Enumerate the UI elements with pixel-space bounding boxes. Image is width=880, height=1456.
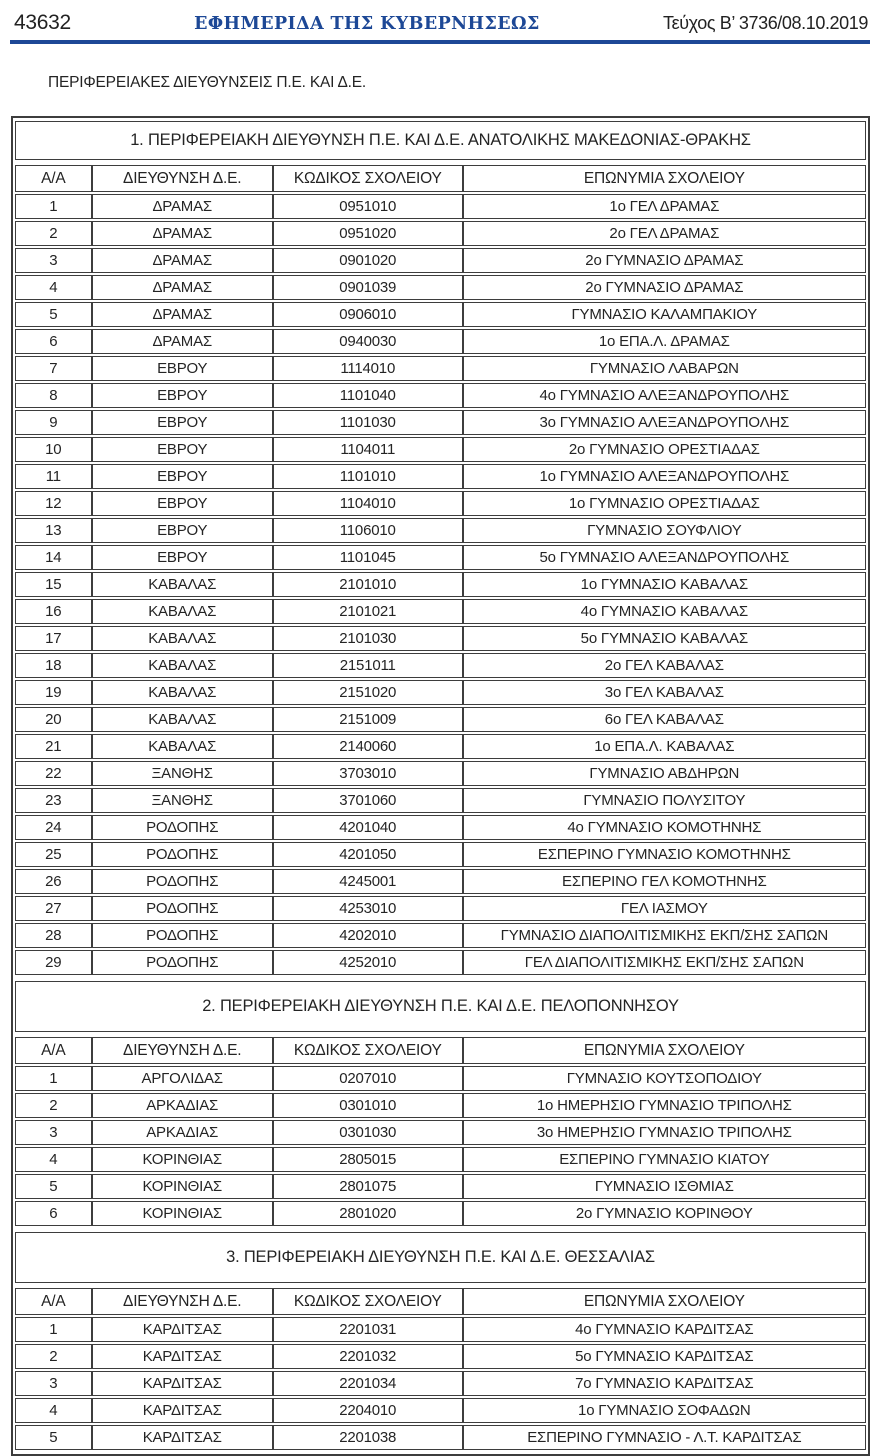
table-row <box>15 491 866 516</box>
table-row <box>15 707 866 732</box>
cell-code: 3701060 <box>273 788 463 813</box>
section-title: 2. ΠΕΡΙΦΕΡΕΙΑΚΗ ΔΙΕΥΘΥΝΣΗ Π.Ε. ΚΑΙ Δ.Ε. ΠΕΛΟΠΟΝΝΗΣΟΥ <box>15 981 866 1032</box>
column-header-code: ΚΩΔΙΚΟΣ ΣΧΟΛΕΙΟΥ <box>273 1037 463 1064</box>
cell-code: 0951020 <box>273 221 463 246</box>
cell-direction: ΕΒΡΟΥ <box>92 518 273 543</box>
section-title: 3. ΠΕΡΙΦΕΡΕΙΑΚΗ ΔΙΕΥΘΥΝΣΗ Π.Ε. ΚΑΙ Δ.Ε. ΘΕΣΣΑΛΙΑΣ <box>15 1232 866 1283</box>
table-row <box>15 437 866 462</box>
cell-direction: ΑΡΚΑΔΙΑΣ <box>92 1093 273 1118</box>
table-row <box>15 815 866 840</box>
cell-code: 1101045 <box>273 545 463 570</box>
cell-aa: 5 <box>15 1174 92 1199</box>
cell-aa: 1 <box>15 1317 92 1342</box>
cell-code: 2140060 <box>273 734 463 759</box>
cell-aa: 7 <box>15 356 92 381</box>
cell-direction: ΚΑΒΑΛΑΣ <box>92 680 273 705</box>
cell-name: ΓΥΜΝΑΣΙΟ ΔΙΑΠΟΛΙΤΙΣΜΙΚΗΣ ΕΚΠ/ΣΗΣ ΣΑΠΩΝ <box>463 923 866 948</box>
school-table <box>15 163 866 977</box>
cell-name: 2ο ΓΥΜΝΑΣΙΟ ΚΟΡΙΝΘΟΥ <box>463 1201 866 1226</box>
cell-aa: 2 <box>15 1344 92 1369</box>
cell-code: 4201050 <box>273 842 463 867</box>
table-row <box>15 734 866 759</box>
cell-direction: ΚΑΡΔΙΤΣΑΣ <box>92 1317 273 1342</box>
cell-name: 1ο ΓΥΜΝΑΣΙΟ ΑΛΕΞΑΝΔΡΟΥΠΟΛΗΣ <box>463 464 866 489</box>
cell-name: 1ο ΕΠΑ.Λ. ΚΑΒΑΛΑΣ <box>463 734 866 759</box>
cell-code: 2201032 <box>273 1344 463 1369</box>
cell-name: 1ο ΕΠΑ.Λ. ΔΡΑΜΑΣ <box>463 329 866 354</box>
school-table <box>15 1286 866 1452</box>
cell-direction: ΚΑΡΔΙΤΣΑΣ <box>92 1425 273 1450</box>
cell-name: 4ο ΓΥΜΝΑΣΙΟ ΚΑΡΔΙΤΣΑΣ <box>463 1317 866 1342</box>
cell-aa: 6 <box>15 1201 92 1226</box>
cell-name: 1ο ΓΥΜΝΑΣΙΟ ΣΟΦΑΔΩΝ <box>463 1398 866 1423</box>
cell-name: 4ο ΓΥΜΝΑΣΙΟ ΑΛΕΞΑΝΔΡΟΥΠΟΛΗΣ <box>463 383 866 408</box>
cell-direction: ΕΒΡΟΥ <box>92 383 273 408</box>
table-section-1 <box>15 121 866 977</box>
cell-code: 2801075 <box>273 1174 463 1199</box>
cell-aa: 29 <box>15 950 92 975</box>
table-row <box>15 356 866 381</box>
cell-name: 5ο ΓΥΜΝΑΣΙΟ ΚΑΡΔΙΤΣΑΣ <box>463 1344 866 1369</box>
table-row <box>15 410 866 435</box>
cell-aa: 3 <box>15 248 92 273</box>
cell-direction: ΑΡΓΟΛΙΔΑΣ <box>92 1066 273 1091</box>
cell-direction: ΡΟΔΟΠΗΣ <box>92 869 273 894</box>
cell-name: 3ο ΗΜΕΡΗΣΙΟ ΓΥΜΝΑΣΙΟ ΤΡΙΠΟΛΗΣ <box>463 1120 866 1145</box>
cell-code: 2201031 <box>273 1317 463 1342</box>
table-row <box>15 761 866 786</box>
cell-name: ΕΣΠΕΡΙΝΟ ΓΥΜΝΑΣΙΟ - Λ.Τ. ΚΑΡΔΙΤΣΑΣ <box>463 1425 866 1450</box>
table-row <box>15 788 866 813</box>
cell-direction: ΔΡΑΜΑΣ <box>92 275 273 300</box>
cell-name: ΓΕΛ ΔΙΑΠΟΛΙΤΙΣΜΙΚΗΣ ΕΚΠ/ΣΗΣ ΣΑΠΩΝ <box>463 950 866 975</box>
cell-direction: ΑΡΚΑΔΙΑΣ <box>92 1120 273 1145</box>
cell-aa: 20 <box>15 707 92 732</box>
cell-aa: 14 <box>15 545 92 570</box>
cell-direction: ΚΑΒΑΛΑΣ <box>92 707 273 732</box>
cell-direction: ΔΡΑΜΑΣ <box>92 248 273 273</box>
cell-direction: ΚΟΡΙΝΘΙΑΣ <box>92 1174 273 1199</box>
cell-name: 2ο ΓΕΛ ΚΑΒΑΛΑΣ <box>463 653 866 678</box>
cell-aa: 4 <box>15 1147 92 1172</box>
column-header-aa: Α/Α <box>15 1037 92 1064</box>
cell-name: 1ο ΓΥΜΝΑΣΙΟ ΟΡΕΣΤΙΑΔΑΣ <box>463 491 866 516</box>
cell-name: ΓΥΜΝΑΣΙΟ ΛΑΒΑΡΩΝ <box>463 356 866 381</box>
cell-direction: ΕΒΡΟΥ <box>92 356 273 381</box>
cell-direction: ΕΒΡΟΥ <box>92 410 273 435</box>
cell-code: 3703010 <box>273 761 463 786</box>
cell-code: 1101010 <box>273 464 463 489</box>
cell-name: ΓΥΜΝΑΣΙΟ ΚΑΛΑΜΠΑΚΙΟΥ <box>463 302 866 327</box>
cell-name: ΕΣΠΕΡΙΝΟ ΓΥΜΝΑΣΙΟ ΚΟΜΟΤΗΝΗΣ <box>463 842 866 867</box>
cell-aa: 16 <box>15 599 92 624</box>
column-header-name: ΕΠΩΝΥΜΙΑ ΣΧΟΛΕΙΟΥ <box>463 1037 866 1064</box>
cell-name: ΕΣΠΕΡΙΝΟ ΓΕΛ ΚΟΜΟΤΗΝΗΣ <box>463 869 866 894</box>
table-row <box>15 302 866 327</box>
cell-code: 4202010 <box>273 923 463 948</box>
cell-direction: ΚΑΡΔΙΤΣΑΣ <box>92 1344 273 1369</box>
table-row <box>15 842 866 867</box>
table-row <box>15 923 866 948</box>
table-row <box>15 1147 866 1172</box>
cell-name: 7ο ΓΥΜΝΑΣΙΟ ΚΑΡΔΙΤΣΑΣ <box>463 1371 866 1396</box>
cell-name: 1ο ΗΜΕΡΗΣΙΟ ΓΥΜΝΑΣΙΟ ΤΡΙΠΟΛΗΣ <box>463 1093 866 1118</box>
issue-info: Τεύχος Β’ 3736/08.10.2019 <box>662 13 868 33</box>
cell-aa: 5 <box>15 302 92 327</box>
cell-name: 5ο ΓΥΜΝΑΣΙΟ ΚΑΒΑΛΑΣ <box>463 626 866 651</box>
table-row <box>15 464 866 489</box>
table-row <box>15 572 866 597</box>
column-header-direction: ΔΙΕΥΘΥΝΣΗ Δ.Ε. <box>92 1288 273 1315</box>
cell-aa: 4 <box>15 1398 92 1423</box>
cell-aa: 18 <box>15 653 92 678</box>
masthead <box>0 0 880 35</box>
cell-code: 0940030 <box>273 329 463 354</box>
cell-aa: 24 <box>15 815 92 840</box>
table-row <box>15 1201 866 1226</box>
cell-name: ΓΥΜΝΑΣΙΟ ΠΟΛΥΣΙΤΟΥ <box>463 788 866 813</box>
cell-name: 3ο ΓΥΜΝΑΣΙΟ ΑΛΕΞΑΝΔΡΟΥΠΟΛΗΣ <box>463 410 866 435</box>
cell-code: 2201034 <box>273 1371 463 1396</box>
cell-name: 2ο ΓΕΛ ΔΡΑΜΑΣ <box>463 221 866 246</box>
cell-direction: ΔΡΑΜΑΣ <box>92 302 273 327</box>
cell-direction: ΚΑΒΑΛΑΣ <box>92 626 273 651</box>
cell-code: 2204010 <box>273 1398 463 1423</box>
cell-name: 2ο ΓΥΜΝΑΣΙΟ ΔΡΑΜΑΣ <box>463 275 866 300</box>
cell-name: ΓΕΛ ΙΑΣΜΟΥ <box>463 896 866 921</box>
cell-aa: 11 <box>15 464 92 489</box>
cell-aa: 4 <box>15 275 92 300</box>
cell-code: 1101040 <box>273 383 463 408</box>
cell-code: 1114010 <box>273 356 463 381</box>
gazette-title: ΕΦΗΜΕΡΙΔΑ ΤΗΣ ΚΥΒΕΡΝΗΣΕΩΣ <box>194 14 540 34</box>
cell-direction: ΕΒΡΟΥ <box>92 437 273 462</box>
column-header-aa: Α/Α <box>15 1288 92 1315</box>
cell-code: 0301010 <box>273 1093 463 1118</box>
cell-aa: 25 <box>15 842 92 867</box>
cell-code: 2101030 <box>273 626 463 651</box>
cell-direction: ΚΑΒΑΛΑΣ <box>92 653 273 678</box>
doc-title: ΠΕΡΙΦΕΡΕΙΑΚΕΣ ΔΙΕΥΘΥΝΣΕΙΣ Π.Ε. ΚΑΙ Δ.Ε. <box>48 73 366 91</box>
cell-direction: ΚΑΒΑΛΑΣ <box>92 599 273 624</box>
table-header-row <box>15 1037 866 1064</box>
table-row <box>15 950 866 975</box>
cell-code: 2805015 <box>273 1147 463 1172</box>
cell-direction: ΚΟΡΙΝΘΙΑΣ <box>92 1201 273 1226</box>
cell-aa: 28 <box>15 923 92 948</box>
table-header-row <box>15 1288 866 1315</box>
cell-name: ΕΣΠΕΡΙΝΟ ΓΥΜΝΑΣΙΟ ΚΙΑΤΟΥ <box>463 1147 866 1172</box>
cell-aa: 1 <box>15 1066 92 1091</box>
cell-code: 0901039 <box>273 275 463 300</box>
cell-direction: ΡΟΔΟΠΗΣ <box>92 842 273 867</box>
column-header-direction: ΔΙΕΥΘΥΝΣΗ Δ.Ε. <box>92 1037 273 1064</box>
school-table <box>15 1035 866 1228</box>
cell-name: ΓΥΜΝΑΣΙΟ ΑΒΔΗΡΩΝ <box>463 761 866 786</box>
cell-code: 2151020 <box>273 680 463 705</box>
table-row <box>15 1093 866 1118</box>
cell-direction: ΡΟΔΟΠΗΣ <box>92 923 273 948</box>
cell-code: 2101021 <box>273 599 463 624</box>
cell-aa: 23 <box>15 788 92 813</box>
table-row <box>15 248 866 273</box>
cell-name: 1ο ΓΕΛ ΔΡΑΜΑΣ <box>463 194 866 219</box>
cell-aa: 3 <box>15 1371 92 1396</box>
table-row <box>15 680 866 705</box>
table-row <box>15 1066 866 1091</box>
table-row <box>15 1425 866 1450</box>
table-row <box>15 194 866 219</box>
cell-direction: ΡΟΔΟΠΗΣ <box>92 950 273 975</box>
cell-aa: 13 <box>15 518 92 543</box>
table-row <box>15 221 866 246</box>
cell-direction: ΕΒΡΟΥ <box>92 464 273 489</box>
cell-direction: ΡΟΔΟΠΗΣ <box>92 815 273 840</box>
cell-aa: 12 <box>15 491 92 516</box>
column-header-code: ΚΩΔΙΚΟΣ ΣΧΟΛΕΙΟΥ <box>273 1288 463 1315</box>
cell-name: 5ο ΓΥΜΝΑΣΙΟ ΑΛΕΞΑΝΔΡΟΥΠΟΛΗΣ <box>463 545 866 570</box>
masthead-rule <box>10 40 870 44</box>
cell-name: 4ο ΓΥΜΝΑΣΙΟ ΚΟΜΟΤΗΝΗΣ <box>463 815 866 840</box>
cell-aa: 2 <box>15 1093 92 1118</box>
cell-code: 0901020 <box>273 248 463 273</box>
cell-name: 4ο ΓΥΜΝΑΣΙΟ ΚΑΒΑΛΑΣ <box>463 599 866 624</box>
cell-name: 1ο ΓΥΜΝΑΣΙΟ ΚΑΒΑΛΑΣ <box>463 572 866 597</box>
cell-aa: 27 <box>15 896 92 921</box>
cell-name: 6ο ΓΕΛ ΚΑΒΑΛΑΣ <box>463 707 866 732</box>
cell-aa: 1 <box>15 194 92 219</box>
table-row <box>15 1398 866 1423</box>
cell-code: 4252010 <box>273 950 463 975</box>
column-header-aa: Α/Α <box>15 165 92 192</box>
table-row <box>15 626 866 651</box>
table-header-row <box>15 165 866 192</box>
table-row <box>15 1371 866 1396</box>
cell-code: 2151011 <box>273 653 463 678</box>
cell-direction: ΚΑΒΑΛΑΣ <box>92 572 273 597</box>
cell-code: 1106010 <box>273 518 463 543</box>
cell-aa: 17 <box>15 626 92 651</box>
cell-direction: ΚΑΒΑΛΑΣ <box>92 734 273 759</box>
column-header-code: ΚΩΔΙΚΟΣ ΣΧΟΛΕΙΟΥ <box>273 165 463 192</box>
cell-aa: 3 <box>15 1120 92 1145</box>
cell-code: 2201038 <box>273 1425 463 1450</box>
column-header-name: ΕΠΩΝΥΜΙΑ ΣΧΟΛΕΙΟΥ <box>463 165 866 192</box>
cell-direction: ΡΟΔΟΠΗΣ <box>92 896 273 921</box>
cell-aa: 15 <box>15 572 92 597</box>
cell-direction: ΞΑΝΘΗΣ <box>92 761 273 786</box>
cell-name: ΓΥΜΝΑΣΙΟ ΣΟΥΦΛΙΟΥ <box>463 518 866 543</box>
cell-direction: ΔΡΑΜΑΣ <box>92 221 273 246</box>
cell-direction: ΚΑΡΔΙΤΣΑΣ <box>92 1371 273 1396</box>
cell-code: 4253010 <box>273 896 463 921</box>
cell-code: 2101010 <box>273 572 463 597</box>
cell-name: 3ο ΓΕΛ ΚΑΒΑΛΑΣ <box>463 680 866 705</box>
cell-aa: 8 <box>15 383 92 408</box>
cell-aa: 22 <box>15 761 92 786</box>
table-row <box>15 1344 866 1369</box>
cell-aa: 2 <box>15 221 92 246</box>
table-row <box>15 599 866 624</box>
cell-code: 4201040 <box>273 815 463 840</box>
page-number: 43632 <box>14 11 71 34</box>
cell-code: 0207010 <box>273 1066 463 1091</box>
cell-direction: ΚΟΡΙΝΘΙΑΣ <box>92 1147 273 1172</box>
table-row <box>15 869 866 894</box>
cell-code: 4245001 <box>273 869 463 894</box>
table-row <box>15 383 866 408</box>
table-row <box>15 275 866 300</box>
cell-direction: ΞΑΝΘΗΣ <box>92 788 273 813</box>
cell-name: 2ο ΓΥΜΝΑΣΙΟ ΔΡΑΜΑΣ <box>463 248 866 273</box>
cell-direction: ΕΒΡΟΥ <box>92 491 273 516</box>
cell-aa: 6 <box>15 329 92 354</box>
table-row <box>15 1174 866 1199</box>
cell-direction: ΔΡΑΜΑΣ <box>92 194 273 219</box>
table-row <box>15 653 866 678</box>
column-header-name: ΕΠΩΝΥΜΙΑ ΣΧΟΛΕΙΟΥ <box>463 1288 866 1315</box>
cell-name: ΓΥΜΝΑΣΙΟ ΙΣΘΜΙΑΣ <box>463 1174 866 1199</box>
table-row <box>15 1317 866 1342</box>
cell-code: 1101030 <box>273 410 463 435</box>
table-row <box>15 545 866 570</box>
cell-aa: 10 <box>15 437 92 462</box>
cell-aa: 19 <box>15 680 92 705</box>
cell-name: 2ο ΓΥΜΝΑΣΙΟ ΟΡΕΣΤΙΑΔΑΣ <box>463 437 866 462</box>
column-header-direction: ΔΙΕΥΘΥΝΣΗ Δ.Ε. <box>92 165 273 192</box>
cell-direction: ΕΒΡΟΥ <box>92 545 273 570</box>
table-row <box>15 896 866 921</box>
cell-code: 0951010 <box>273 194 463 219</box>
table-row <box>15 329 866 354</box>
cell-code: 1104010 <box>273 491 463 516</box>
table-row <box>15 518 866 543</box>
tables-frame <box>11 116 870 1456</box>
cell-aa: 26 <box>15 869 92 894</box>
cell-code: 2801020 <box>273 1201 463 1226</box>
cell-direction: ΔΡΑΜΑΣ <box>92 329 273 354</box>
table-row <box>15 1120 866 1145</box>
table-section-3 <box>15 1232 866 1452</box>
cell-code: 2151009 <box>273 707 463 732</box>
cell-aa: 5 <box>15 1425 92 1450</box>
table-section-2 <box>15 981 866 1228</box>
cell-name: ΓΥΜΝΑΣΙΟ ΚΟΥΤΣΟΠΟΔΙΟΥ <box>463 1066 866 1091</box>
section-title: 1. ΠΕΡΙΦΕΡΕΙΑΚΗ ΔΙΕΥΘΥΝΣΗ Π.Ε. ΚΑΙ Δ.Ε. ΑΝΑΤΟΛΙΚΗΣ ΜΑΚΕΔΟΝΙΑΣ-ΘΡΑΚΗΣ <box>15 121 866 160</box>
cell-code: 0301030 <box>273 1120 463 1145</box>
cell-direction: ΚΑΡΔΙΤΣΑΣ <box>92 1398 273 1423</box>
cell-aa: 21 <box>15 734 92 759</box>
cell-code: 1104011 <box>273 437 463 462</box>
cell-code: 0906010 <box>273 302 463 327</box>
cell-aa: 9 <box>15 410 92 435</box>
